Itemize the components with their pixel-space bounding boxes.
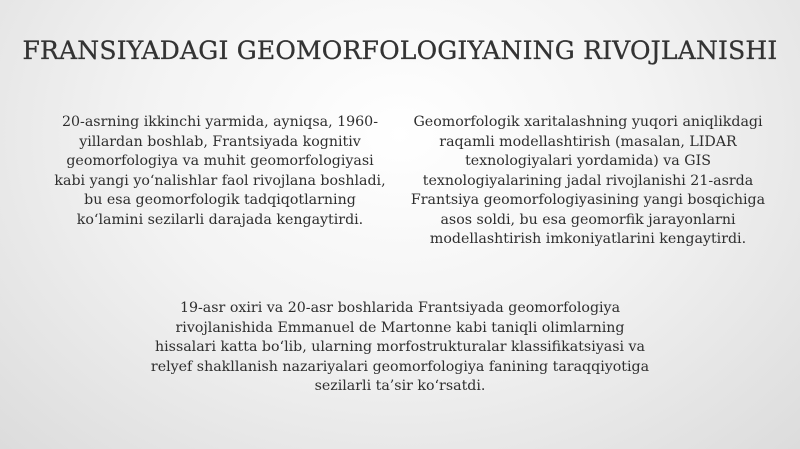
right-paragraph: Geomorfologik xaritalashning yuqori aniqlikdagi raqamli modellashtirish (masalan, LIDAR texnologiyalari yordamida) va GIS texnologiyalarining jadal rivojlanishi 21-asrda Frantsiya geomorfologiyasining yangi bosqichiga asos soldi, bu esa geomorfik jarayonlarni modellashtirish imkoniyatlarini kengaytirdi.: [410, 114, 766, 247]
slide-title: FRANSIYADAGI GEOMORFOLOGIYANING RIVOJLANISHI: [22, 36, 778, 65]
left-paragraph: 20-asrning ikkinchi yarmida, ayniqsa, 1960-yillardan boshlab, Frantsiyada kognitiv geomorfologiya va muhit geomorfologiyasi kabi yangi yo‘nalishlar faol rivojlana boshladi, bu esa geomorfologik tadqiqotlarning ko‘lamini sezilarli darajada kengaytirdi.: [54, 114, 386, 228]
bottom-paragraph: 19-asr oxiri va 20-asr boshlarida Frantsiyada geomorfologiya rivojlanishida Emmanuel de Martonne kabi taniqli olimlarning hissalari katta bo‘lib, ularning morfostrukturalar klassifikatsiyasi va relyef shakllanish nazariyalari geomorfologiya fanining taraqqiyotiga sezilarli ta’sir ko‘rsatdi.: [150, 300, 650, 394]
